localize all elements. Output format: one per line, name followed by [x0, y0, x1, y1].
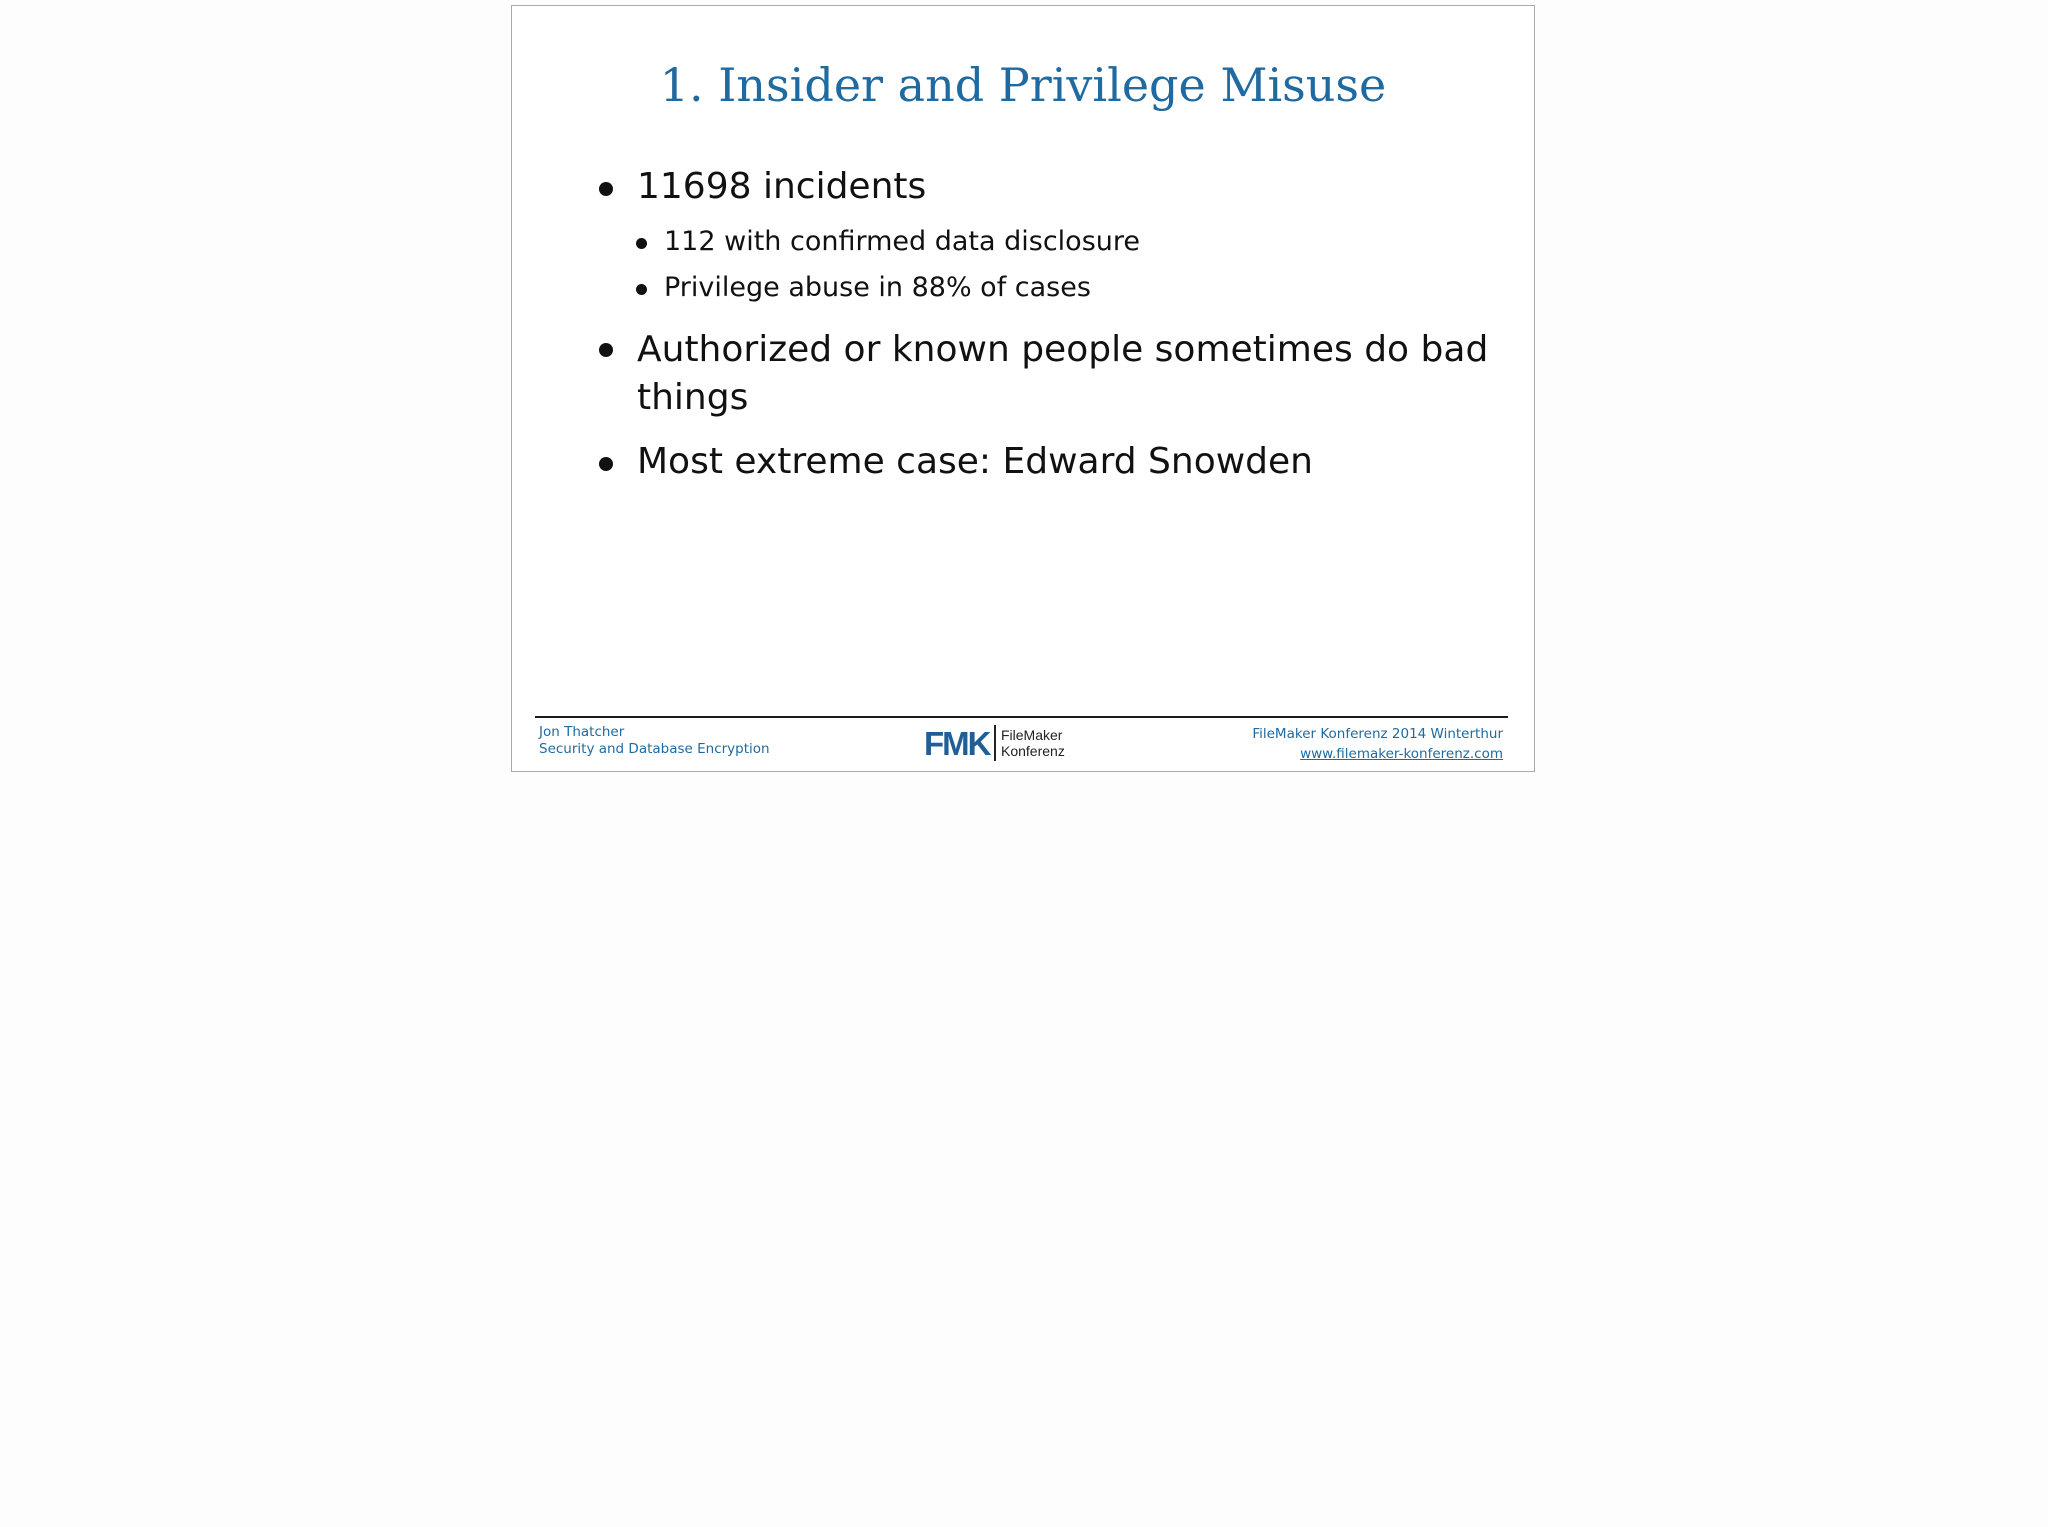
logo-line-1: FileMaker	[1001, 727, 1063, 743]
bullet-text: 11698 incidents	[637, 166, 927, 207]
bullet-text: Privilege abuse in 88% of cases	[664, 272, 1091, 303]
bullet-dot-icon	[636, 284, 647, 295]
fmk-logo	[924, 721, 1074, 763]
bullet-text: Most extreme case: Edward Snowden	[637, 441, 1314, 482]
bullet-dot-icon	[599, 343, 613, 357]
bullet-item	[637, 326, 1488, 422]
bullet-text: 112 with confirmed data disclosure	[664, 226, 1140, 257]
footer-left	[539, 724, 770, 758]
bullet-text: Authorized or known people sometimes do bad	[637, 329, 1489, 370]
footer-event: FileMaker Konferenz 2014 Winterthur	[1252, 726, 1503, 742]
footer-right	[1252, 724, 1503, 764]
sub-bullet-item	[664, 272, 1091, 303]
logo-line-2: Konferenz	[1001, 743, 1065, 759]
logo-separator	[994, 725, 996, 761]
footer-url-link[interactable]: www.filemaker-konferenz.com	[1300, 746, 1503, 762]
bullet-dot-icon	[599, 182, 613, 196]
bullet-dot-icon	[636, 238, 647, 249]
bullet-dot-icon	[599, 457, 613, 471]
slide-title: 1. Insider and Privilege Misuse	[659, 58, 1387, 112]
footer-divider	[535, 716, 1508, 718]
footer-talk-title: Security and Database Encryption	[539, 741, 770, 757]
bullet-item	[637, 441, 1313, 482]
logo-text	[1001, 727, 1065, 759]
bullet-list	[512, 6, 1534, 771]
bullet-text-continued: things	[637, 377, 749, 418]
slide	[511, 5, 1535, 772]
footer-author: Jon Thatcher	[539, 724, 625, 740]
sub-bullet-item	[664, 226, 1140, 257]
logo-mark: FMK	[924, 725, 990, 762]
bullet-item	[637, 166, 926, 207]
